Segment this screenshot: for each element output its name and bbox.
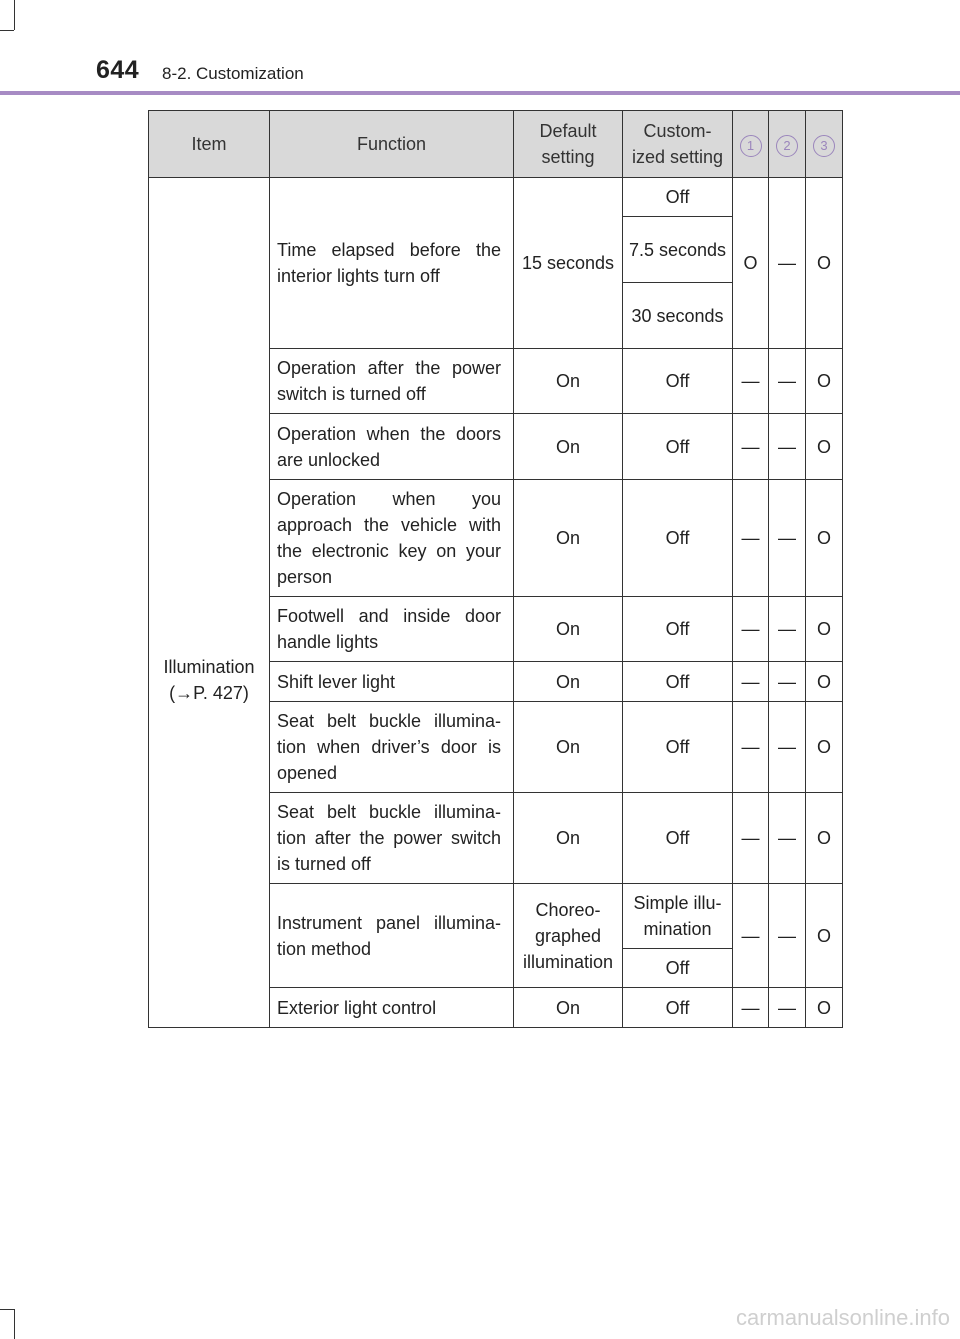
crop-mark xyxy=(0,30,14,31)
header-custom-line1: Custom- xyxy=(643,121,712,141)
function-cell: Seat belt buckle illumina-tion when driver’s door is opened xyxy=(270,702,514,793)
header-col-2 xyxy=(769,111,806,178)
page-number: 644 xyxy=(96,56,140,84)
default-cell: On xyxy=(514,662,623,702)
watermark: carmanualsonline.info xyxy=(735,1305,950,1330)
crop-mark xyxy=(14,1309,15,1339)
model-3-cell: O xyxy=(806,349,843,414)
function-cell: Time elapsed before the interior lights turn off xyxy=(270,178,514,349)
custom-cell: Off xyxy=(623,349,733,414)
custom-cell: Off xyxy=(623,597,733,662)
model-3-cell: O xyxy=(806,662,843,702)
default-cell: Choreo-graphed illumination xyxy=(514,884,623,988)
model-3-cell: O xyxy=(806,702,843,793)
default-cell: On xyxy=(514,349,623,414)
function-cell: Operation after the power switch is turned off xyxy=(270,349,514,414)
customization-table xyxy=(148,110,843,1028)
header-default-setting xyxy=(514,111,623,178)
model-1-cell: — xyxy=(733,662,769,702)
header-item: Item xyxy=(149,111,270,178)
model-1-cell: — xyxy=(733,702,769,793)
table-header-row xyxy=(149,111,843,178)
circled-number-3: 3 xyxy=(813,135,835,157)
model-1-cell: — xyxy=(733,349,769,414)
model-3-cell: O xyxy=(806,480,843,597)
model-2-cell: — xyxy=(769,178,806,349)
function-cell: Shift lever light xyxy=(270,662,514,702)
model-3-cell: O xyxy=(806,884,843,988)
model-1-cell: — xyxy=(733,884,769,988)
model-3-cell: O xyxy=(806,793,843,884)
model-2-cell: — xyxy=(769,480,806,597)
function-cell: Operation when you approach the vehicle with the electronic key on your person xyxy=(270,480,514,597)
custom-cell: Off xyxy=(623,480,733,597)
model-2-cell: — xyxy=(769,988,806,1028)
model-1-cell: — xyxy=(733,793,769,884)
model-1-cell: — xyxy=(733,597,769,662)
custom-cell: Off xyxy=(623,702,733,793)
custom-option: Off xyxy=(623,949,733,988)
function-cell: Exterior light control xyxy=(270,988,514,1028)
default-cell: On xyxy=(514,793,623,884)
default-cell: On xyxy=(514,414,623,480)
model-2-cell: — xyxy=(769,793,806,884)
crop-mark xyxy=(0,1309,14,1310)
header-function: Function xyxy=(270,111,514,178)
function-cell: Operation when the doors are unlocked xyxy=(270,414,514,480)
model-2-cell: — xyxy=(769,349,806,414)
model-3-cell: O xyxy=(806,414,843,480)
item-page-ref: (→P. 427) xyxy=(169,683,249,703)
custom-cell: Off xyxy=(623,793,733,884)
model-3-cell: O xyxy=(806,178,843,349)
function-cell: Footwell and inside door handle lights xyxy=(270,597,514,662)
custom-option: Off xyxy=(623,178,733,217)
default-cell: On xyxy=(514,597,623,662)
circled-number-2: 2 xyxy=(776,135,798,157)
default-cell: On xyxy=(514,480,623,597)
table-row xyxy=(149,178,843,217)
default-cell: 15 seconds xyxy=(514,178,623,349)
function-cell: Seat belt buckle illumina-tion after the power switch is turned off xyxy=(270,793,514,884)
custom-option: 7.5 seconds xyxy=(623,217,733,283)
model-2-cell: — xyxy=(769,597,806,662)
model-1-cell: — xyxy=(733,480,769,597)
custom-cell: Off xyxy=(623,414,733,480)
crop-mark xyxy=(14,0,15,30)
model-2-cell: — xyxy=(769,884,806,988)
model-1-cell: O xyxy=(733,178,769,349)
header-customized-setting xyxy=(623,111,733,178)
default-cell: On xyxy=(514,988,623,1028)
header-col-3 xyxy=(806,111,843,178)
item-cell xyxy=(149,178,270,1028)
default-cell: On xyxy=(514,702,623,793)
model-3-cell: O xyxy=(806,988,843,1028)
section-title: 8-2. Customization xyxy=(162,64,304,83)
header-default-line2: setting xyxy=(541,147,595,167)
model-2-cell: — xyxy=(769,662,806,702)
model-2-cell: — xyxy=(769,702,806,793)
header-custom-line2: ized setting xyxy=(631,147,724,167)
header-col-1 xyxy=(733,111,769,178)
model-1-cell: — xyxy=(733,414,769,480)
item-name: Illumination xyxy=(163,657,255,677)
header-rule xyxy=(0,91,960,95)
custom-option: Simple illu-mination xyxy=(623,884,733,949)
function-cell: Instrument panel illumina-tion method xyxy=(270,884,514,988)
model-3-cell: O xyxy=(806,597,843,662)
custom-cell: Off xyxy=(623,662,733,702)
circled-number-1: 1 xyxy=(740,135,762,157)
model-1-cell: — xyxy=(733,988,769,1028)
custom-option: 30 seconds xyxy=(623,283,733,349)
header-default-line1: Default xyxy=(539,121,597,141)
model-2-cell: — xyxy=(769,414,806,480)
custom-cell: Off xyxy=(623,988,733,1028)
